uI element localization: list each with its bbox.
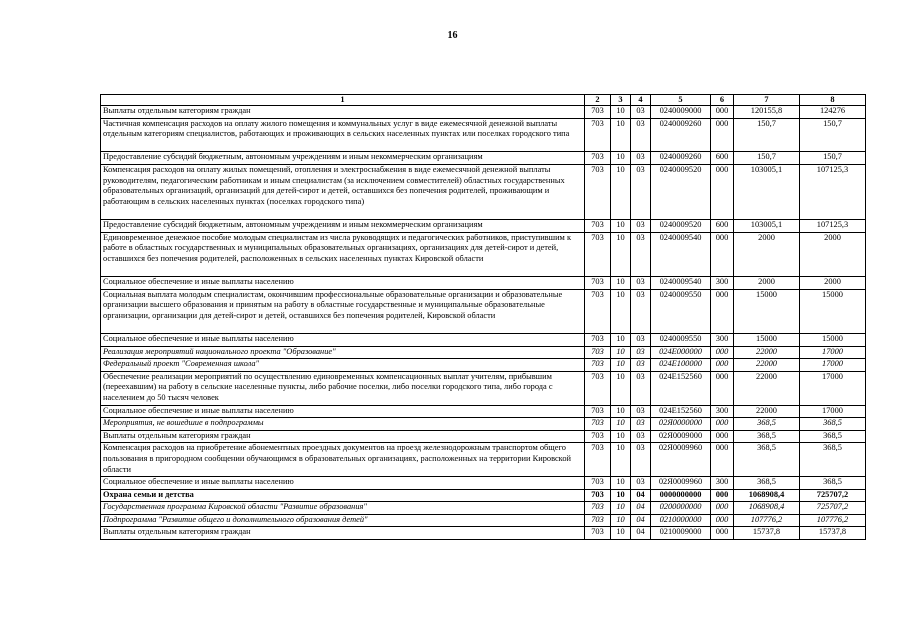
row-target-code: 024E000000 bbox=[651, 346, 711, 359]
row-amount-year1: 368,5 bbox=[734, 477, 800, 490]
row-target-code: 0240009550 bbox=[651, 333, 711, 346]
row-amount-year1: 368,5 bbox=[734, 430, 800, 443]
row-name: Выплаты отдельным категориям граждан bbox=[101, 106, 585, 119]
row-amount-year1: 1068908,4 bbox=[734, 502, 800, 515]
row-amount-year2: 2000 bbox=[800, 232, 866, 276]
row-expense-type: 300 bbox=[711, 405, 734, 418]
row-target-code: 0240009260 bbox=[651, 118, 711, 152]
row-section-code: 10 bbox=[611, 371, 631, 405]
row-subsection-code: 03 bbox=[631, 232, 651, 276]
header-cell: 5 bbox=[651, 95, 711, 106]
row-subsection-code: 03 bbox=[631, 371, 651, 405]
row-subsection-code: 03 bbox=[631, 164, 651, 219]
row-amount-year2: 17000 bbox=[800, 371, 866, 405]
row-section-code: 10 bbox=[611, 118, 631, 152]
row-name: Социальное обеспечение и иные выплаты населению bbox=[101, 477, 585, 490]
row-subsection-code: 03 bbox=[631, 346, 651, 359]
header-cell: 4 bbox=[631, 95, 651, 106]
row-section-code: 10 bbox=[611, 346, 631, 359]
row-ministry-code: 703 bbox=[585, 359, 611, 372]
row-section-code: 10 bbox=[611, 219, 631, 232]
row-amount-year2: 368,5 bbox=[800, 477, 866, 490]
row-amount-year2: 368,5 bbox=[800, 443, 866, 477]
row-ministry-code: 703 bbox=[585, 219, 611, 232]
table-row bbox=[101, 359, 866, 372]
row-amount-year1: 368,5 bbox=[734, 443, 800, 477]
row-amount-year1: 15737,8 bbox=[734, 527, 800, 540]
row-target-code: 0240009540 bbox=[651, 232, 711, 276]
table-row bbox=[101, 371, 866, 405]
row-amount-year2: 17000 bbox=[800, 346, 866, 359]
row-amount-year2: 17000 bbox=[800, 359, 866, 372]
table-row bbox=[101, 405, 866, 418]
row-expense-type: 000 bbox=[711, 489, 734, 502]
row-ministry-code: 703 bbox=[585, 346, 611, 359]
row-amount-year1: 107776,2 bbox=[734, 514, 800, 527]
row-target-code: 02Я0009000 bbox=[651, 430, 711, 443]
row-section-code: 10 bbox=[611, 477, 631, 490]
row-section-code: 10 bbox=[611, 405, 631, 418]
row-section-code: 10 bbox=[611, 359, 631, 372]
row-target-code: 0240009550 bbox=[651, 289, 711, 333]
table-row bbox=[101, 152, 866, 165]
table-header-row bbox=[101, 95, 866, 106]
table-row bbox=[101, 232, 866, 276]
row-target-code: 0000000000 bbox=[651, 489, 711, 502]
table-row bbox=[101, 477, 866, 490]
row-expense-type: 000 bbox=[711, 371, 734, 405]
row-target-code: 024E152560 bbox=[651, 371, 711, 405]
row-ministry-code: 703 bbox=[585, 443, 611, 477]
row-name: Выплаты отдельным категориям граждан bbox=[101, 430, 585, 443]
row-target-code: 0210009000 bbox=[651, 527, 711, 540]
table-row bbox=[101, 164, 866, 219]
row-amount-year1: 15000 bbox=[734, 289, 800, 333]
table-row bbox=[101, 106, 866, 119]
row-section-code: 10 bbox=[611, 289, 631, 333]
row-amount-year1: 22000 bbox=[734, 346, 800, 359]
row-section-code: 10 bbox=[611, 514, 631, 527]
row-name: Государственная программа Кировской области "Развитие образования" bbox=[101, 502, 585, 515]
row-subsection-code: 04 bbox=[631, 489, 651, 502]
row-subsection-code: 03 bbox=[631, 405, 651, 418]
table-row bbox=[101, 527, 866, 540]
row-expense-type: 600 bbox=[711, 219, 734, 232]
row-amount-year2: 15000 bbox=[800, 333, 866, 346]
budget-table bbox=[100, 94, 866, 540]
table-row bbox=[101, 418, 866, 431]
row-section-code: 10 bbox=[611, 502, 631, 515]
header-cell: 7 bbox=[734, 95, 800, 106]
row-ministry-code: 703 bbox=[585, 371, 611, 405]
row-expense-type: 000 bbox=[711, 359, 734, 372]
row-name: Частичная компенсация расходов на оплату жилого помещения и коммунальных услуг в виде ежемесячной денежной выплаты отдельным категориям специалистов, работающих и проживающих в сельских населенных пунктах или поселках городского типа bbox=[101, 118, 585, 152]
row-ministry-code: 703 bbox=[585, 405, 611, 418]
row-ministry-code: 703 bbox=[585, 502, 611, 515]
row-ministry-code: 703 bbox=[585, 232, 611, 276]
row-amount-year1: 150,7 bbox=[734, 152, 800, 165]
header-cell: 3 bbox=[611, 95, 631, 106]
table-row bbox=[101, 443, 866, 477]
row-target-code: 024E100000 bbox=[651, 359, 711, 372]
row-expense-type: 300 bbox=[711, 276, 734, 289]
row-expense-type: 000 bbox=[711, 289, 734, 333]
table-row bbox=[101, 502, 866, 515]
row-ministry-code: 703 bbox=[585, 477, 611, 490]
row-subsection-code: 03 bbox=[631, 359, 651, 372]
row-ministry-code: 703 bbox=[585, 276, 611, 289]
row-expense-type: 300 bbox=[711, 477, 734, 490]
row-amount-year1: 103005,1 bbox=[734, 219, 800, 232]
row-amount-year1: 120155,8 bbox=[734, 106, 800, 119]
row-name: Социальная выплата молодым специалистам, окончившим профессиональные образовательные организации и образовательные организации высшего образования и принятым на работу в областные государственные и муниципальные образовательные организации, организации для детей-сирот и детей, оставшихся без попечения родителей, Кировской области bbox=[101, 289, 585, 333]
table-row bbox=[101, 219, 866, 232]
row-amount-year1: 22000 bbox=[734, 371, 800, 405]
row-target-code: 0200000000 bbox=[651, 502, 711, 515]
row-name: Реализация мероприятий национального проекта "Образование" bbox=[101, 346, 585, 359]
row-ministry-code: 703 bbox=[585, 430, 611, 443]
row-name: Социальное обеспечение и иные выплаты населению bbox=[101, 276, 585, 289]
table-row bbox=[101, 514, 866, 527]
row-amount-year1: 150,7 bbox=[734, 118, 800, 152]
row-expense-type: 000 bbox=[711, 232, 734, 276]
row-section-code: 10 bbox=[611, 527, 631, 540]
row-target-code: 0210000000 bbox=[651, 514, 711, 527]
row-amount-year2: 17000 bbox=[800, 405, 866, 418]
row-subsection-code: 03 bbox=[631, 418, 651, 431]
row-target-code: 0240009260 bbox=[651, 152, 711, 165]
row-amount-year1: 22000 bbox=[734, 359, 800, 372]
row-target-code: 02Я0009960 bbox=[651, 477, 711, 490]
row-amount-year1: 368,5 bbox=[734, 418, 800, 431]
row-ministry-code: 703 bbox=[585, 514, 611, 527]
table-row bbox=[101, 430, 866, 443]
row-section-code: 10 bbox=[611, 333, 631, 346]
row-name: Мероприятия, не вошедшие в подпрограммы bbox=[101, 418, 585, 431]
row-name: Федеральный проект "Современная школа" bbox=[101, 359, 585, 372]
row-expense-type: 000 bbox=[711, 418, 734, 431]
row-name: Обеспечение реализации мероприятий по осуществлению единовременных компенсационных выплат учителям, прибывшим (переехавшим) на работу в сельские населенные пункты, либо рабочие поселки, либо поселки городского типа, либо города с населением до 50 тысяч человек bbox=[101, 371, 585, 405]
row-amount-year2: 150,7 bbox=[800, 118, 866, 152]
row-subsection-code: 03 bbox=[631, 430, 651, 443]
row-name: Подпрограмма "Развитие общего и дополнительного образования детей" bbox=[101, 514, 585, 527]
row-expense-type: 000 bbox=[711, 106, 734, 119]
table-row bbox=[101, 333, 866, 346]
row-amount-year2: 368,5 bbox=[800, 430, 866, 443]
row-section-code: 10 bbox=[611, 443, 631, 477]
row-ministry-code: 703 bbox=[585, 118, 611, 152]
row-section-code: 10 bbox=[611, 489, 631, 502]
row-expense-type: 000 bbox=[711, 502, 734, 515]
row-amount-year2: 150,7 bbox=[800, 152, 866, 165]
row-subsection-code: 03 bbox=[631, 289, 651, 333]
table-row bbox=[101, 489, 866, 502]
row-target-code: 02Я0000000 bbox=[651, 418, 711, 431]
row-ministry-code: 703 bbox=[585, 489, 611, 502]
row-ministry-code: 703 bbox=[585, 152, 611, 165]
row-section-code: 10 bbox=[611, 418, 631, 431]
row-amount-year1: 2000 bbox=[734, 276, 800, 289]
row-target-code: 02Я0009960 bbox=[651, 443, 711, 477]
row-expense-type: 000 bbox=[711, 346, 734, 359]
row-section-code: 10 bbox=[611, 152, 631, 165]
row-amount-year2: 107776,2 bbox=[800, 514, 866, 527]
row-subsection-code: 04 bbox=[631, 514, 651, 527]
row-target-code: 0240009520 bbox=[651, 164, 711, 219]
row-ministry-code: 703 bbox=[585, 164, 611, 219]
row-target-code: 024E152560 bbox=[651, 405, 711, 418]
row-amount-year2: 124276 bbox=[800, 106, 866, 119]
row-section-code: 10 bbox=[611, 430, 631, 443]
row-amount-year2: 107125,3 bbox=[800, 164, 866, 219]
row-target-code: 0240009540 bbox=[651, 276, 711, 289]
row-amount-year2: 15000 bbox=[800, 289, 866, 333]
row-subsection-code: 03 bbox=[631, 443, 651, 477]
row-amount-year2: 107125,3 bbox=[800, 219, 866, 232]
row-subsection-code: 03 bbox=[631, 276, 651, 289]
row-expense-type: 000 bbox=[711, 527, 734, 540]
row-subsection-code: 03 bbox=[631, 333, 651, 346]
row-name: Охрана семьи и детства bbox=[101, 489, 585, 502]
row-subsection-code: 04 bbox=[631, 527, 651, 540]
row-section-code: 10 bbox=[611, 164, 631, 219]
table-row bbox=[101, 346, 866, 359]
row-amount-year1: 2000 bbox=[734, 232, 800, 276]
header-cell: 1 bbox=[101, 95, 585, 106]
page-number: 16 bbox=[447, 30, 458, 41]
row-expense-type: 000 bbox=[711, 164, 734, 219]
row-subsection-code: 04 bbox=[631, 502, 651, 515]
row-name: Социальное обеспечение и иные выплаты населению bbox=[101, 333, 585, 346]
row-expense-type: 000 bbox=[711, 514, 734, 527]
row-subsection-code: 03 bbox=[631, 219, 651, 232]
row-amount-year1: 103005,1 bbox=[734, 164, 800, 219]
row-name: Предоставление субсидий бюджетным, автономным учреждениям и иным некоммерческим организациям bbox=[101, 219, 585, 232]
header-cell: 8 bbox=[800, 95, 866, 106]
row-name: Компенсация расходов на приобретение абонементных проездных документов на проезд железнодорожным транспортом общего пользования в пригородном сообщении обучающимся в образовательных организациях, расположенных на территории Кировской области bbox=[101, 443, 585, 477]
row-ministry-code: 703 bbox=[585, 333, 611, 346]
row-section-code: 10 bbox=[611, 276, 631, 289]
row-section-code: 10 bbox=[611, 106, 631, 119]
row-amount-year1: 1068908,4 bbox=[734, 489, 800, 502]
row-ministry-code: 703 bbox=[585, 418, 611, 431]
row-subsection-code: 03 bbox=[631, 106, 651, 119]
row-amount-year2: 725707,2 bbox=[800, 502, 866, 515]
row-target-code: 0240009000 bbox=[651, 106, 711, 119]
row-section-code: 10 bbox=[611, 232, 631, 276]
row-expense-type: 000 bbox=[711, 430, 734, 443]
row-amount-year1: 22000 bbox=[734, 405, 800, 418]
table-row bbox=[101, 118, 866, 152]
row-ministry-code: 703 bbox=[585, 527, 611, 540]
row-subsection-code: 03 bbox=[631, 118, 651, 152]
row-subsection-code: 03 bbox=[631, 152, 651, 165]
row-amount-year2: 725707,2 bbox=[800, 489, 866, 502]
row-ministry-code: 703 bbox=[585, 106, 611, 119]
row-name: Единовременное денежное пособие молодым специалистам из числа руководящих и педагогических работников, приступившим к работе в областных государственных и муниципальных образовательных организациях, организациях для детей-сирот и детей, оставшихся без попечения родителей, расположенных в сельских населенных пунктах Кировской области bbox=[101, 232, 585, 276]
header-cell: 6 bbox=[711, 95, 734, 106]
table-row bbox=[101, 276, 866, 289]
row-amount-year2: 15737,8 bbox=[800, 527, 866, 540]
header-cell: 2 bbox=[585, 95, 611, 106]
row-ministry-code: 703 bbox=[585, 289, 611, 333]
row-subsection-code: 03 bbox=[631, 477, 651, 490]
row-expense-type: 000 bbox=[711, 118, 734, 152]
row-amount-year1: 15000 bbox=[734, 333, 800, 346]
row-amount-year2: 368,5 bbox=[800, 418, 866, 431]
row-name: Выплаты отдельным категориям граждан bbox=[101, 527, 585, 540]
row-name: Социальное обеспечение и иные выплаты населению bbox=[101, 405, 585, 418]
row-name: Предоставление субсидий бюджетным, автономным учреждениям и иным некоммерческим организациям bbox=[101, 152, 585, 165]
row-expense-type: 300 bbox=[711, 333, 734, 346]
row-amount-year2: 2000 bbox=[800, 276, 866, 289]
row-name: Компенсация расходов на оплату жилых помещений, отопления и электроснабжения в виде ежемесячной денежной выплаты руководителям, педагогическим работникам и иным специалистам (за исключением совместителей) областных государственных образовательных организаций, организаций для детей-сирот и детей, оставшихся без попечения родителей, проживающим и работающим в сельских населенных пунктах (поселках городского типа) bbox=[101, 164, 585, 219]
row-target-code: 0240009520 bbox=[651, 219, 711, 232]
row-expense-type: 600 bbox=[711, 152, 734, 165]
table-row bbox=[101, 289, 866, 333]
row-expense-type: 000 bbox=[711, 443, 734, 477]
